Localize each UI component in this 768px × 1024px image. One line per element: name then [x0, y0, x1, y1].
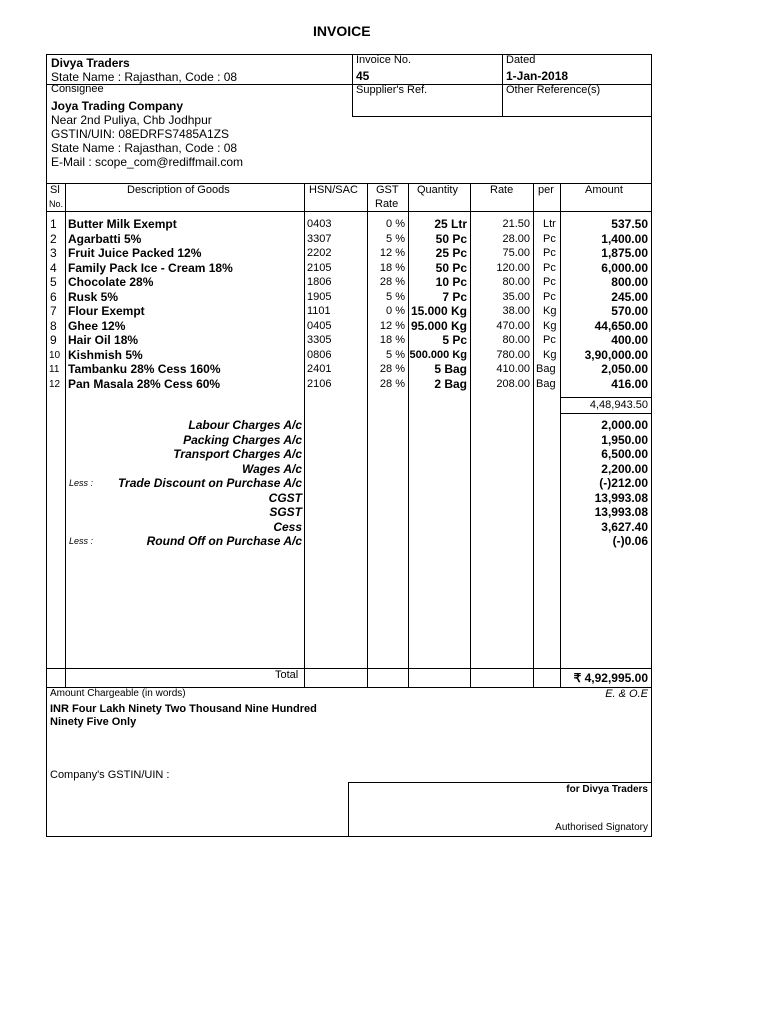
item-sl: 4: [50, 261, 57, 275]
header-sl: Sl: [50, 184, 60, 196]
item-rate: 38.00: [502, 305, 530, 317]
item-amount: 44,650.00: [594, 319, 648, 333]
item-gst-rate: 0 %: [386, 305, 405, 317]
item-amount: 570.00: [611, 304, 648, 318]
item-per: Bag: [536, 363, 556, 375]
item-row: [0, 319, 768, 334]
item-quantity: 95.000 Kg: [410, 319, 467, 333]
item-description: Flour Exempt: [68, 304, 145, 318]
item-description: Tambanku 28% Cess 160%: [68, 362, 221, 376]
charge-amount: 13,993.08: [594, 491, 648, 505]
item-rate: 35.00: [502, 291, 530, 303]
item-per: Pc: [543, 262, 556, 274]
header-per: per: [538, 184, 554, 196]
supplier-ref-label: Supplier's Ref.: [356, 84, 428, 96]
charge-row: [0, 418, 768, 433]
item-description: Rusk 5%: [68, 290, 119, 304]
item-gst-rate: 28 %: [379, 363, 405, 375]
charge-label: Packing Charges A/c: [183, 433, 302, 447]
other-ref-label: Other Reference(s): [506, 84, 601, 96]
charge-row: [0, 520, 768, 535]
item-sl: 8: [50, 319, 57, 333]
dated-label: Dated: [506, 54, 536, 66]
charge-row: [0, 462, 768, 477]
item-hsn: 1101: [307, 305, 331, 317]
charge-label: CGST: [268, 491, 302, 505]
total-label: Total: [275, 669, 299, 681]
item-hsn: 2105: [307, 262, 332, 274]
item-hsn: 2401: [307, 363, 332, 375]
item-gst-rate: 0 %: [386, 218, 405, 230]
item-row: [0, 377, 768, 392]
item-hsn: 0806: [307, 349, 332, 361]
item-sl: 5: [50, 275, 57, 289]
item-quantity: 500.000 Kg: [409, 349, 467, 361]
charge-row: [0, 447, 768, 462]
charge-row: [0, 491, 768, 506]
item-per: Kg: [543, 320, 557, 332]
item-gst-rate: 18 %: [379, 262, 405, 274]
item-sl: 12: [49, 379, 61, 390]
item-hsn: 2202: [307, 247, 332, 259]
seller-name: Divya Traders: [51, 56, 130, 70]
header-rate: Rate: [490, 184, 514, 196]
item-rate: 780.00: [496, 349, 530, 361]
total-amount: ₹ 4,92,995.00: [573, 671, 648, 685]
charge-label: Labour Charges A/c: [188, 418, 302, 432]
authorised-signatory-label: Authorised Signatory: [555, 822, 648, 833]
item-quantity: 7 Pc: [442, 290, 467, 304]
item-rate: 208.00: [496, 378, 530, 390]
charge-amount: 3,627.40: [601, 520, 648, 534]
consignee-address: Near 2nd Puliya, Chb Jodhpur: [51, 113, 212, 127]
charge-row: [0, 534, 768, 549]
words-label: Amount Chargeable (in words): [50, 688, 186, 699]
item-amount: 1,400.00: [601, 232, 648, 246]
item-sl: 9: [50, 333, 57, 347]
item-amount: 416.00: [611, 377, 648, 391]
charge-label: Wages A/c: [241, 462, 302, 476]
header-description: Description of Goods: [127, 184, 230, 196]
item-rate: 120.00: [496, 262, 530, 274]
subtotal-line: [560, 397, 651, 398]
item-per: Kg: [543, 349, 557, 361]
item-hsn: 0405: [307, 320, 332, 332]
item-description: Pan Masala 28% Cess 60%: [68, 377, 221, 391]
charge-label: Cess: [273, 520, 302, 534]
charge-label: SGST: [269, 505, 302, 519]
item-description: Ghee 12%: [68, 319, 126, 333]
item-description: Chocolate 28%: [68, 275, 154, 289]
invoice-date: 1-Jan-2018: [506, 69, 569, 83]
subtotal-line: [560, 413, 651, 414]
item-quantity: 10 Pc: [435, 275, 467, 289]
item-amount: 400.00: [611, 333, 648, 347]
item-rate: 75.00: [502, 247, 530, 259]
item-per: Pc: [543, 334, 556, 346]
item-sl: 6: [50, 290, 57, 304]
item-description: Hair Oil 18%: [68, 333, 139, 347]
item-quantity: 50 Pc: [435, 261, 467, 275]
item-gst-rate: 28 %: [379, 276, 405, 288]
words-line-1: INR Four Lakh Ninety Two Thousand Nine Hundred: [50, 703, 317, 715]
item-amount: 6,000.00: [601, 261, 648, 275]
header-hsn: HSN/SAC: [309, 184, 358, 196]
item-per: Ltr: [543, 218, 556, 230]
frame-top: [46, 54, 651, 55]
charge-prefix: Less :: [69, 478, 94, 488]
item-gst-rate: 5 %: [386, 291, 405, 303]
item-row: [0, 348, 768, 363]
signature-box-left: [348, 782, 349, 836]
item-hsn: 1806: [307, 276, 332, 288]
charge-prefix: Less :: [69, 536, 94, 546]
charge-row: [0, 476, 768, 491]
signature-box-top: [348, 782, 651, 783]
charge-amount: 6,500.00: [601, 447, 648, 461]
item-amount: 245.00: [611, 290, 648, 304]
eoe-label: E. & O.E: [605, 688, 648, 700]
item-per: Pc: [543, 291, 556, 303]
charge-amount: (-)212.00: [599, 476, 648, 490]
item-gst-rate: 5 %: [386, 349, 405, 361]
item-per: Bag: [536, 378, 556, 390]
charge-amount: 1,950.00: [601, 433, 648, 447]
item-sl: 11: [49, 364, 60, 375]
item-hsn: 2106: [307, 378, 332, 390]
item-rate: 410.00: [496, 363, 530, 375]
item-rate: 21.50: [502, 218, 530, 230]
item-gst-rate: 28 %: [379, 378, 405, 390]
item-description: Agarbatti 5%: [68, 232, 142, 246]
item-gst-rate: 18 %: [379, 334, 405, 346]
consignee-gstin: GSTIN/UIN: 08EDRFS7485A1ZS: [51, 127, 230, 141]
item-amount: 2,050.00: [601, 362, 648, 376]
invoice-no-label: Invoice No.: [356, 54, 412, 66]
item-row: [0, 232, 768, 247]
item-amount: 537.50: [611, 217, 648, 231]
charge-amount: 2,200.00: [601, 462, 648, 476]
item-description: Kishmish 5%: [68, 348, 143, 362]
item-per: Kg: [543, 305, 557, 317]
invoice-no: 45: [356, 69, 370, 83]
item-sl: 3: [50, 246, 57, 260]
item-amount: 800.00: [611, 275, 648, 289]
seller-state: State Name : Rajasthan, Code : 08: [51, 70, 238, 84]
item-row: [0, 290, 768, 305]
consignee-email: E-Mail : scope_com@rediffmail.com: [51, 155, 244, 169]
item-sl: 10: [49, 350, 61, 361]
total-line: [46, 668, 651, 669]
item-rate: 80.00: [502, 276, 530, 288]
item-sl: 7: [50, 304, 57, 318]
item-quantity: 25 Ltr: [434, 217, 467, 231]
item-row: [0, 275, 768, 290]
item-row: [0, 362, 768, 377]
item-rate: 28.00: [502, 233, 530, 245]
item-sl: 1: [50, 217, 57, 231]
item-row: [0, 261, 768, 276]
company-gstin-label: Company's GSTIN/UIN :: [50, 769, 170, 781]
item-per: Pc: [543, 247, 556, 259]
item-hsn: 1905: [307, 291, 332, 303]
item-quantity: 2 Bag: [434, 377, 467, 391]
header-quantity: Quantity: [417, 184, 458, 196]
item-hsn: 3307: [307, 233, 332, 245]
item-quantity: 5 Bag: [434, 362, 467, 376]
item-row: [0, 304, 768, 319]
item-quantity: 5 Pc: [442, 333, 467, 347]
frame-bottom: [46, 836, 652, 837]
item-description: Butter Milk Exempt: [68, 217, 177, 231]
item-amount: 1,875.00: [601, 246, 648, 260]
item-row: [0, 217, 768, 232]
item-per: Pc: [543, 276, 556, 288]
charge-row: [0, 505, 768, 520]
item-quantity: 50 Pc: [435, 232, 467, 246]
item-per: Pc: [543, 233, 556, 245]
for-company-label: for Divya Traders: [566, 784, 648, 795]
item-row: [0, 246, 768, 261]
item-description: Fruit Juice Packed 12%: [68, 246, 202, 260]
item-amount: 3,90,000.00: [584, 348, 648, 362]
subtotal-amount: 4,48,943.50: [589, 399, 648, 411]
item-gst-rate: 12 %: [379, 247, 405, 259]
item-rate: 80.00: [502, 334, 530, 346]
charge-row: [0, 433, 768, 448]
charge-amount: (-)0.06: [612, 534, 648, 548]
charge-amount: 2,000.00: [601, 418, 648, 432]
consignee-state: State Name : Rajasthan, Code : 08: [51, 141, 238, 155]
charge-amount: 13,993.08: [594, 505, 648, 519]
words-line-2: Ninety Five Only: [50, 716, 137, 728]
item-gst-rate: 12 %: [379, 320, 405, 332]
consignee-name: Joya Trading Company: [51, 99, 184, 113]
header-divider: [352, 116, 651, 117]
header-amount: Amount: [585, 184, 623, 196]
charge-label: Trade Discount on Purchase A/c: [117, 476, 302, 490]
item-quantity: 25 Pc: [435, 246, 467, 260]
item-description: Family Pack Ice - Cream 18%: [68, 261, 233, 275]
item-hsn: 0403: [307, 218, 332, 230]
header-gst: GST: [376, 184, 399, 196]
item-hsn: 3305: [307, 334, 332, 346]
charge-label: Transport Charges A/c: [173, 447, 302, 461]
header-divider: [502, 54, 503, 116]
item-sl: 2: [50, 232, 57, 246]
item-row: [0, 333, 768, 348]
item-gst-rate: 5 %: [386, 233, 405, 245]
page-title: INVOICE: [313, 23, 371, 39]
consignee-label: Consignee: [51, 83, 104, 95]
header-gst-rate: Rate: [375, 198, 399, 210]
header-divider: [352, 54, 353, 116]
item-quantity: 15.000 Kg: [410, 304, 467, 318]
header-no: No.: [49, 199, 64, 209]
charge-label: Round Off on Purchase A/c: [146, 534, 302, 548]
item-rate: 470.00: [496, 320, 530, 332]
